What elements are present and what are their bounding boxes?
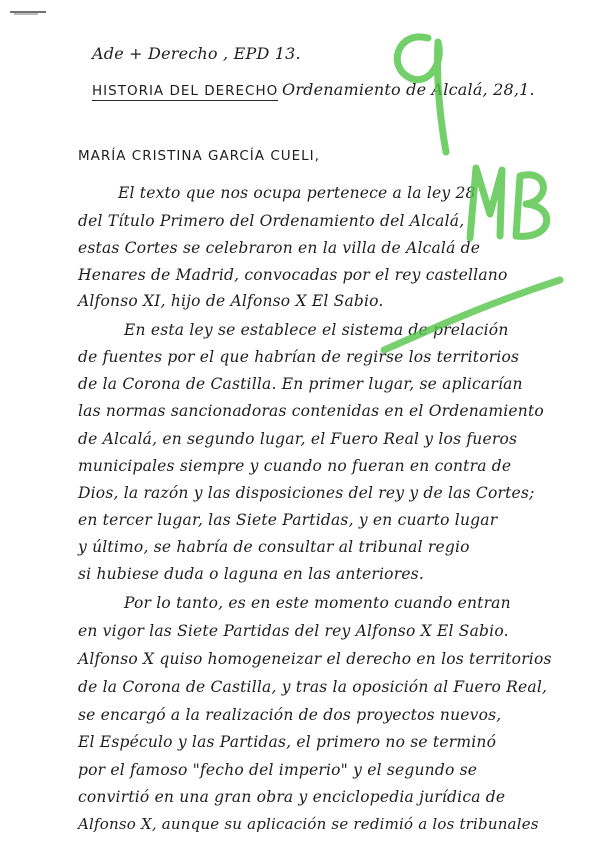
text-line: Henares de Madrid, convocadas por el rey castellano: [78, 266, 508, 284]
text-line: de la Corona de Castilla, y tras la oposición al Fuero Real,: [78, 678, 548, 696]
text-line: y último, se habría de consultar al tribunal regio: [78, 538, 470, 556]
text-line: El Espéculo y las Partidas, el primero no se terminó: [78, 733, 497, 751]
text-line: municipales siempre y cuando no fueran en contra de: [78, 457, 512, 475]
scan-edge-mark: [8, 8, 48, 16]
text-line: Por lo tanto, es en este momento cuando entran: [124, 594, 511, 612]
text-line: por el famoso "fecho del imperio" y el segundo se: [78, 761, 478, 779]
text-line: de Alcalá, en segundo lugar, el Fuero Real y los fueros: [78, 430, 518, 448]
text-line: de fuentes por el que habrían de regirse los territorios: [78, 348, 520, 366]
text-line: del Título Primero del Ordenamiento del Alcalá,: [78, 212, 465, 230]
text-line: en vigor las Siete Partidas del rey Alfonso X El Sabio.: [78, 622, 509, 640]
student-name: MARÍA CRISTINA GARCÍA CUELI,: [78, 148, 320, 164]
text-line: Alfonso X, aunque su aplicación se redimió a los tribunales: [78, 815, 539, 833]
text-line: estas Cortes se celebraron en la villa de Alcalá de: [78, 239, 481, 257]
text-line: convirtió en una gran obra y enciclopedia jurídica de: [78, 788, 506, 806]
text-line: de la Corona de Castilla. En primer lugar, se aplicarían: [78, 375, 523, 393]
text-line: Dios, la razón y las disposiciones del rey y de las Cortes;: [78, 484, 535, 502]
text-line: si hubiese duda o laguna en las anteriores.: [78, 565, 424, 583]
text-line: El texto que nos ocupa pertenece a la ley 28: [118, 184, 476, 202]
text-line: las normas sancionadoras contenidas en el Ordenamiento: [78, 402, 544, 420]
course-line: Ade + Derecho , EPD 13.: [92, 44, 301, 63]
text-line: Alfonso X quiso homogeneizar el derecho en los territorios: [78, 650, 552, 668]
text-line: en tercer lugar, las Siete Partidas, y en cuarto lugar: [78, 511, 498, 529]
topic-title: Ordenamiento de Alcalá, 28,1.: [282, 80, 535, 99]
text-line: se encargó a la realización de dos proyectos nuevos,: [78, 706, 502, 724]
text-line: En esta ley se establece el sistema de prelación: [124, 321, 509, 339]
subject-title: HISTORIA DEL DERECHO: [92, 83, 279, 99]
text-line: Alfonso XI, hijo de Alfonso X El Sabio.: [78, 292, 384, 310]
